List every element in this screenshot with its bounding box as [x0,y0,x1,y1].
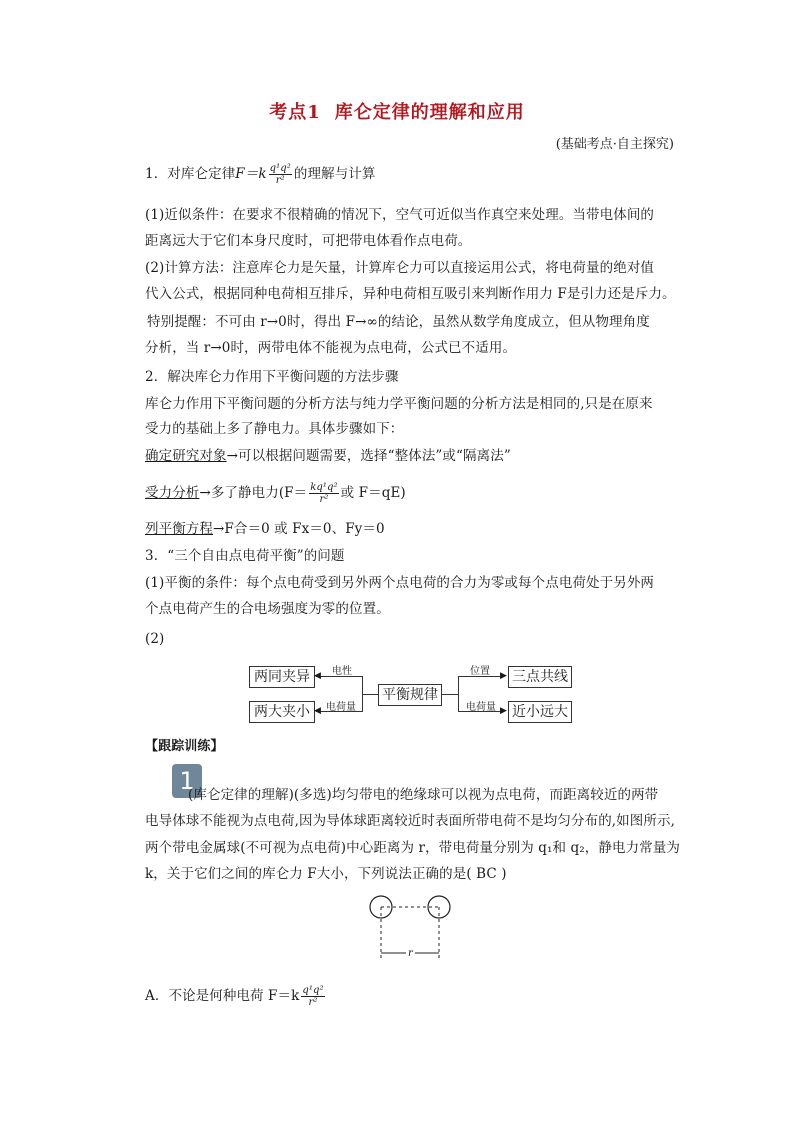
option-a-fraction [301,985,324,1008]
page-title [0,98,794,124]
question-line3: 两个带电金属球(不可视为点电荷)中心距离为 r，带电荷量分别为 q₁和 q₂，静电力常量为 [145,840,680,856]
training-heading: 【跟踪训练】 [145,739,224,754]
connector-right-vertical [458,676,459,712]
frac-numerator: q¹q² [269,163,291,174]
s2-line1: 库仑力作用下平衡问题的分析方法与纯力学平衡问题的分析方法是相同的,只是在原来 [145,396,653,412]
option-a-text: A．不论是何种电荷 F＝k [145,988,300,1004]
step-1 [145,446,511,466]
section2-heading: 2．解决库仑力作用下平衡问题的方法步骤 [145,369,399,385]
box-two-same-one-different: 两同夹异 [249,666,315,688]
connector-left-vertical [362,676,363,712]
step3-label: 列平衡方程 [145,521,213,537]
s1-p2-line2: 代入公式，根据同种电荷相互排斥，异种电荷相互吸引来判断作用力 F是引力还是斥力。 [145,286,676,302]
step2-label: 受力分析 [145,485,200,501]
connector-left [362,694,378,695]
label-charge-amount-right: 电荷量 [466,702,496,713]
arrow-head-right-2: ▶ [500,706,507,716]
s1-p1-line2: 距离远大于它们本身尺度时，可把带电体看作点电荷。 [145,233,472,249]
formula-F: F [235,166,245,182]
subtitle: (基础考点·自主探究) [555,137,674,152]
step2-frac-numerator: kq¹q² [310,482,338,493]
label-position: 位置 [470,666,490,677]
box-three-collinear: 三点共线 [508,666,572,688]
box-two-large-one-small: 两大夹小 [249,701,315,723]
step3-text: →F合＝0 或 Fx＝0、Fy＝0 [213,521,385,537]
box-balance-rule: 平衡规律 [378,684,442,706]
box-near-small-far-large: 近小远大 [508,701,572,723]
arrow-head-left-2: ◀ [314,706,321,716]
coulomb-fraction [269,163,292,186]
arrow-head-left-1: ◀ [314,671,321,681]
question-line2: 电导体球不能视为点电荷,因为导体球距离较近时表面所带电荷不是均匀分布的,如图所示, [145,813,675,829]
label-charge-amount-left: 电荷量 [326,702,356,713]
title-text: 库仑定律的理解和应用 [334,102,525,123]
title-number: 考点1 [269,102,321,123]
step2-text: →多了静电力(F＝ [199,485,308,501]
s1-p2-line1: (2)计算方法：注意库仑力是矢量，计算库仑力可以直接运用公式，将电荷量的绝对值 [145,260,655,276]
option-a [145,985,327,1008]
section3-heading: 3．“三个自由点电荷平衡”的问题 [145,548,345,564]
section1-heading [145,163,376,186]
step1-label: 确定研究对象 [145,448,227,464]
s1-p3-line2: 分析，当 r→0时，两带电体不能视为点电荷，公式已不适用。 [145,340,517,356]
step-2 [145,482,406,505]
s2-line2: 受力的基础上多了静电力。具体步骤如下： [145,421,404,437]
question-number-badge: 1 [172,764,202,798]
frac-denominator: r² [275,175,285,186]
label-charge-type: 电性 [332,666,352,677]
distance-label: r [408,948,413,959]
formula-eq: ＝k [244,166,267,182]
s3-line2: 个点电荷产生的合电场强度为零的位置。 [145,601,390,617]
s3-line3: (2) [145,631,165,647]
step2-frac-denominator: r² [319,494,329,505]
s1-p3-line1: 特别提醒：不可由 r→0时，得出 F→∞的结论，虽然从数学角度成立，但从物理角度 [147,314,650,330]
s1-p1-line1: (1)近似条件：在要求不很精确的情况下，空气可近似当作真空来处理。当带电体间的 [145,207,655,223]
option-a-numerator: q¹q² [302,985,324,996]
s3-line1: (1)平衡的条件：每个点电荷受到另外两个点电荷的合力为零或每个点电荷处于另外两 [145,575,655,591]
step-3 [145,519,385,539]
connector-right [442,694,458,695]
step2-text2: 或 F＝qE) [340,485,406,501]
question-line4: k，关于它们之间的库仑力 F大小，下列说法正确的是( BC ) [145,866,507,882]
step2-fraction [309,482,338,505]
arrow-head-right-1: ▶ [500,671,507,681]
question-line1: (库仑定律的理解)(多选)均匀带电的绝缘球可以视为点电荷，而距离较近的两带 [188,787,659,803]
s1-head-post: 的理解与计算 [293,166,376,182]
option-a-denominator: r² [308,997,318,1008]
step1-text: →可以根据问题需要，选择“整体法”或“隔离法” [226,448,511,464]
s1-head-pre: 1．对库仑定律 [145,166,236,182]
